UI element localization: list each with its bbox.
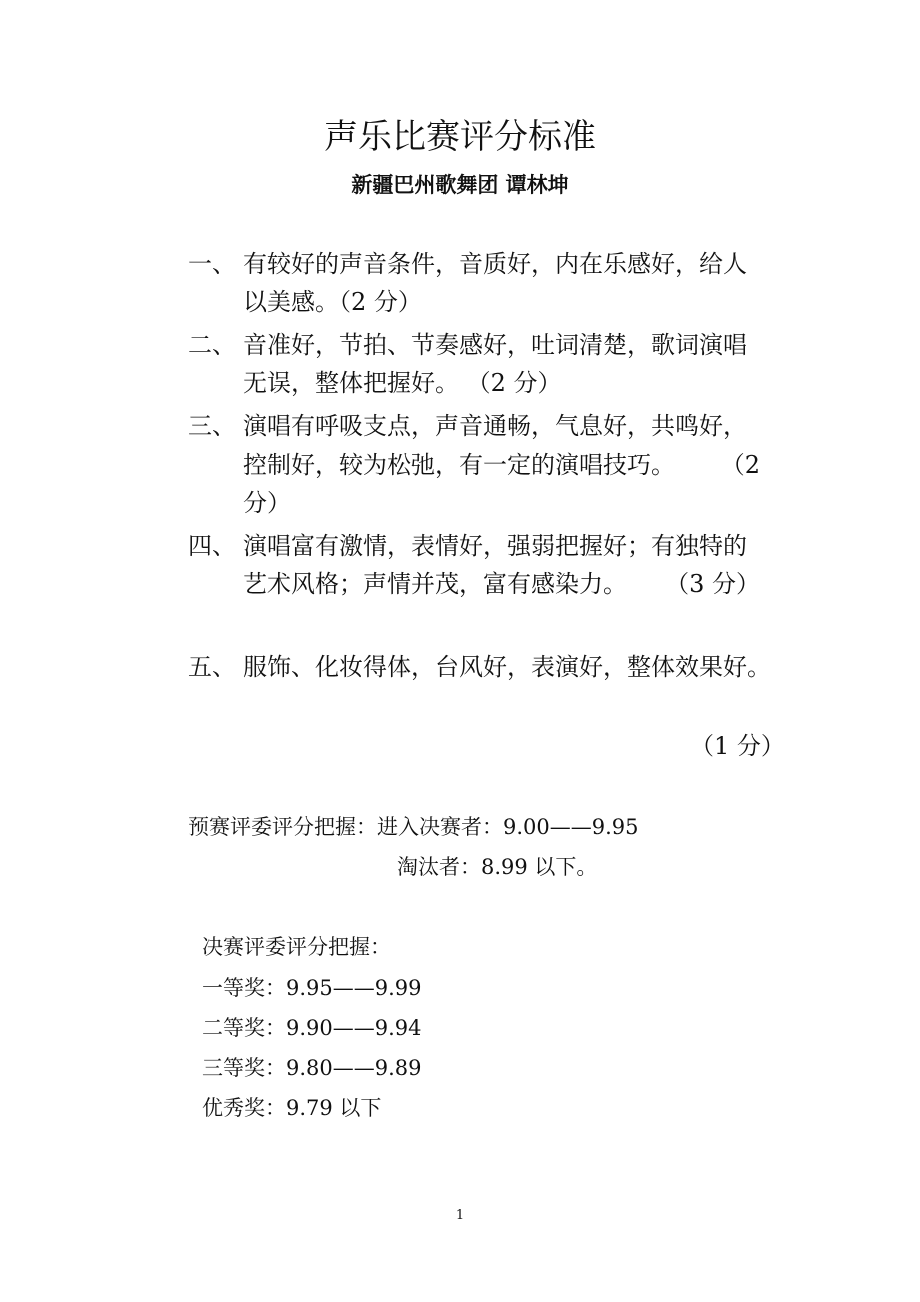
award-line: 三等奖：9.80——9.89	[202, 1056, 422, 1080]
criterion-text: 音准好，节拍、节奏感好，吐词清楚，歌词演唱	[243, 331, 747, 359]
award-line: 二等奖：9.90——9.94	[202, 1016, 422, 1040]
prelim-line-1: 预赛评委评分把握：进入决赛者：9.00——9.95	[188, 815, 639, 839]
criterion-text: 演唱富有激情，表情好，强弱把握好；有独特的	[243, 532, 747, 560]
criterion-number: 五、	[188, 653, 236, 681]
criterion-number: 二、	[188, 331, 236, 359]
criterion-score: （1 分）	[690, 732, 785, 760]
document-title: 声乐比赛评分标准	[324, 117, 596, 157]
criterion-text: 演唱有呼吸支点，声音通畅，气息好，共鸣好，	[243, 412, 747, 440]
criterion-text: 艺术风格；声情并茂，富有感染力。 （3 分）	[243, 570, 761, 598]
author-line: 新疆巴州歌舞团 谭林坤	[351, 173, 569, 197]
criterion-number: 四、	[188, 532, 236, 560]
criterion-text: 无误，整体把握好。 （2 分）	[243, 369, 562, 397]
prelim-line-2: 淘汰者：8.99 以下。	[397, 855, 598, 879]
criterion-number: 一、	[188, 250, 236, 278]
criterion-text: 服饰、化妆得体，台风好，表演好，整体效果好。	[243, 653, 771, 681]
criterion-number: 三、	[188, 412, 236, 440]
criterion-text: 以美感。（2 分）	[243, 288, 422, 316]
criterion-text: 分）	[243, 489, 291, 517]
page-number: 1	[455, 1208, 465, 1223]
final-heading: 决赛评委评分把握：	[202, 935, 391, 959]
award-line: 一等奖：9.95——9.99	[202, 976, 422, 1000]
criterion-text: 有较好的声音条件，音质好，内在乐感好，给人	[243, 250, 747, 278]
award-line: 优秀奖：9.79 以下	[202, 1096, 382, 1120]
criterion-text: 控制好，较为松弛，有一定的演唱技巧。 （2	[243, 451, 761, 479]
